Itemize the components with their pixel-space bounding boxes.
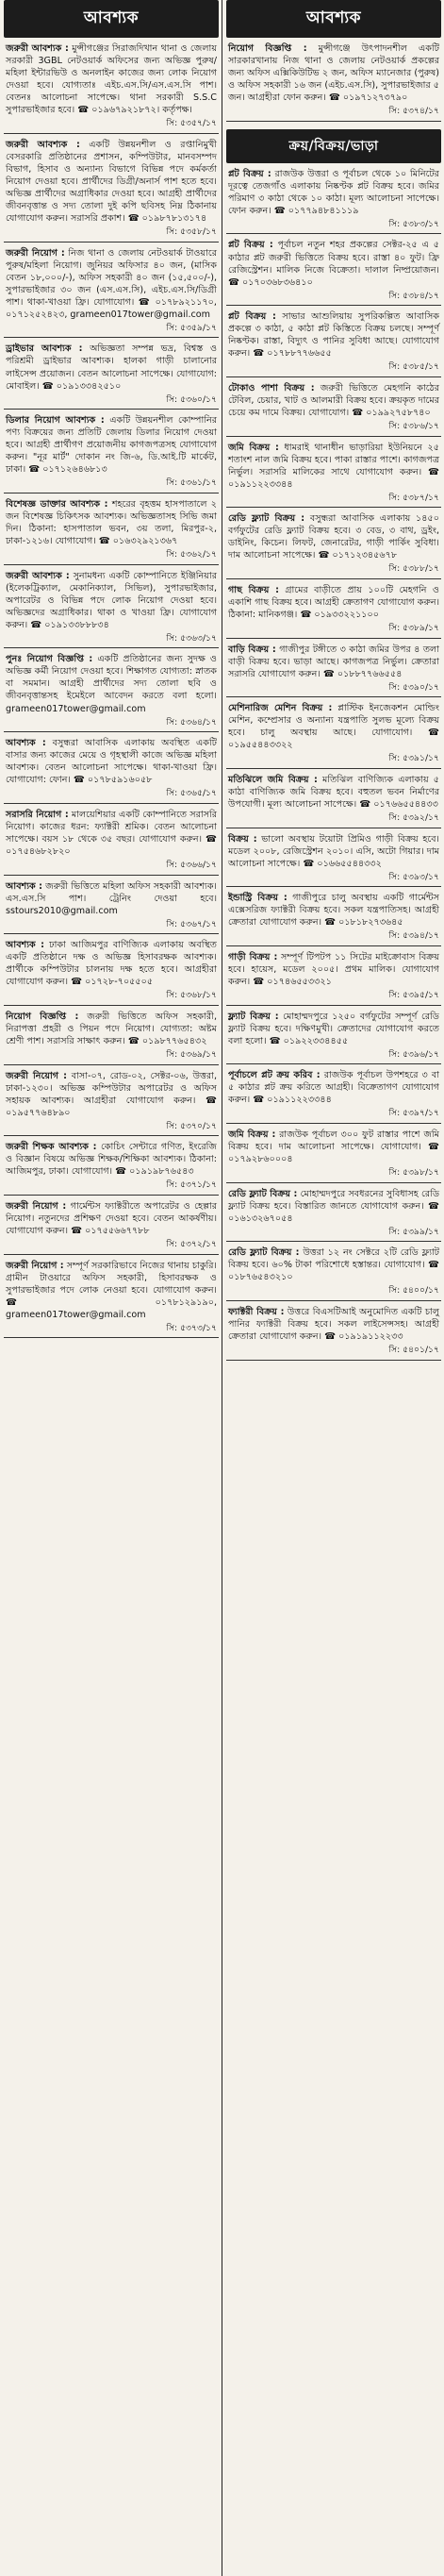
classified-ad <box>226 887 441 945</box>
ad-contact: ☎ ০১৭২৮-৭০৫৫০৫ <box>71 977 154 988</box>
ad-contact: ☎ ০১৭৭৯৪৮৪১১১৯ <box>273 205 359 216</box>
ad-contact: ☎ ০১৯১১২২৩৩৪৪ <box>253 1095 332 1106</box>
classified-ad <box>4 934 219 1004</box>
classified-ad <box>226 38 441 120</box>
ad-contact: ☎ ০১৯৫৫৪৪৩৩২২ <box>228 728 439 751</box>
ad-contact: ☎ ০১৭০৩৬৮৩৬৪১০ <box>228 276 313 288</box>
ad-code: সি: ৫৩৬০/১৭ <box>166 393 217 405</box>
ad-contact: ☎ ০১৯১৯১১২২৩৩ <box>324 1330 403 1342</box>
classified-ad <box>226 946 441 1004</box>
ad-contact: ☎ ০১৬৬৫৫৪৪৩৩২ <box>303 858 382 869</box>
classified-ad <box>226 828 441 886</box>
ad-code: সি: ৫৩৬৪/১৭ <box>166 716 217 728</box>
ad-body: সুনামধন্য একটি কোম্পানিতে ইঞ্জিনিয়ার (ইলেকট্রিক্যাল, মেকানিক্যাল, সিভিল), সুপারভাইজার, অপারেটর ও বিভিন্ন পদে লোক নিয়োগ দেওয়া হবে। অভিজ্ঞদের অগ্রাধিকার। থাকা ও খাওয়া ফ্রি। যোগাযোগ করুন। <box>6 570 217 630</box>
ad-code: সি: ৫৩৮৩/১৭ <box>388 218 439 229</box>
classified-ad <box>4 243 219 337</box>
ad-contact: ☎ ০১৯৮৭৮১৩১৭৪ <box>127 213 207 225</box>
ad-code: সি: ৫৩৫৯/১৭ <box>166 322 217 333</box>
ad-body: ঢাকা আজিমপুর বাণিজ্যিক এলাকায় অবস্থিত একটি প্রতিষ্ঠানে দক্ষ ও অভিজ্ঞ হিসাবরক্ষক আবশ্যক। প্রার্থীকে কম্পিউটার চালনায় দক্ষ হতে হবে। আগ্রহীরা যোগাযোগ করুন। <box>6 940 217 988</box>
ad-title: রেডি ফ্ল্যাট বিক্রয় : <box>228 1247 300 1259</box>
ad-body: উত্তরা ১২ নং সেক্টরে ২টি রেডি ফ্ল্যাট বিক্রয় হবে। ৬০% টাকা পরিশোধে হস্তান্তর। যোগাযোগ। <box>228 1247 440 1271</box>
ad-code: সি: ৫৩৭৩/১৭ <box>166 1322 217 1333</box>
ad-title: জরুরী নিয়োগ : <box>6 1070 67 1081</box>
ad-body: শহরের বৃহত্তম হাসপাতালে ২ জন বিশেষজ্ঞ চিকিৎসক আবশ্যক। অভিজ্ঞতাসহ সিভি জমা দিন। ঠিকানা: হাসপাতাল ভবন, ৩য় তলা, মিরপুর-২, ঢাকা-১২১৬। যোগাযোগ। <box>6 498 217 547</box>
ad-code: সি: ৫৩৯৮/১৭ <box>388 1167 439 1179</box>
ad-code: সি: ৫৩৯০/১৭ <box>388 681 439 693</box>
ad-code: সি: ৫৩৯৪/১৭ <box>388 930 439 942</box>
classified-ad <box>226 697 441 767</box>
ad-title: সরাসরি নিয়োগ : <box>6 809 69 820</box>
classified-ad <box>226 234 441 304</box>
ad-contact: ☎ ০১৭৯২৮৬০০০৪ <box>228 1141 439 1164</box>
ad-contact: ☎ ০১৭৬৬৫৫৪৪৩৩ <box>359 799 438 811</box>
ad-title: জরুরী আবশ্যক : <box>6 43 69 54</box>
ad-body: উত্তরে বিএসটিআই অনুমোদিত একটি চালু পানির ফ্যাক্টরী বিক্রয় হবে। সকল লাইসেন্সসহ। আগ্রহী ক্রেতারা যোগাযোগ করুন। <box>228 1306 439 1342</box>
ad-contact: ☎ ০১৯৮৭৭৬৫৪৩২ <box>127 1035 207 1046</box>
ad-title: ডিলার নিয়োগ আবশ্যক : <box>6 415 105 427</box>
ad-code: সি: ৫৩৮৪/১৭ <box>388 290 439 301</box>
ad-title: জরুরী নিয়োগ : <box>6 247 65 259</box>
right-column <box>226 0 441 2576</box>
ad-code: সি: ৫৪০০/১৭ <box>388 1285 439 1296</box>
ad-title: প্লট বিক্রয় : <box>228 168 271 179</box>
ad-contact: ☎ ০১৭১২৬৪৬৮১৩ <box>28 464 107 476</box>
left-ads-list <box>4 38 219 1338</box>
ad-title: জরুরী আবশ্যক : <box>6 570 70 581</box>
ad-title: ইন্ডাস্ট্রি বিক্রয় : <box>228 893 288 904</box>
ad-contact: ☎ ০১৭৮৮৭৭৬৬৫৫ <box>253 348 332 360</box>
classified-ad <box>226 377 441 435</box>
ad-body: প্লাস্টিক ইনজেকশন মোল্ডিং মেশিন, কম্প্রেসার ও অন্যান্য যন্ত্রপাতি সুলভ মূল্যে বিক্রয় হবে। চালু অবস্থায় আছে। যোগাযোগ। <box>228 703 439 739</box>
classified-ad <box>226 1064 441 1122</box>
ad-code: সি: ৫৩৫৮/১৭ <box>166 226 217 238</box>
ad-title: জরুরী শিক্ষক আবশ্যক : <box>6 1142 97 1153</box>
classified-ad <box>4 338 219 408</box>
ad-code: সি: ৫৩৭০/১৭ <box>166 1120 217 1131</box>
ad-body: পূর্বাচল নতুন শহর প্রকল্পের সেক্টর-২৫ এ ৫ কাঠার প্লট জরুরী ভিত্তিতে বিক্রয় হবে। রাস্তা ৪০ ফুট। ফ্রি রেজিস্ট্রেশন। মালিক নিজে বিক্রেতা। দালাল নিষ্প্রয়োজন। <box>228 240 439 276</box>
ad-code: সি: ৫৩৬৭/১৭ <box>166 918 217 929</box>
ad-title: প্লট বিক্রয় : <box>228 240 273 251</box>
ad-code: সি: ৫৩৬৯/১৭ <box>166 1049 217 1060</box>
ad-title: নিয়োগ বিজ্ঞপ্তি : <box>228 43 307 54</box>
ad-title: বাড়ি বিক্রয় : <box>228 644 276 655</box>
ad-body: বাসা-০৭, রোড-০২, সেক্টর-০৬, উত্তরা, ঢাকা-১২৩০। অভিজ্ঞ কম্পিউটার অপারেটর ও অফিস সহায়ক আবশ্যক। আগ্রহীরা যোগাযোগ করুন। <box>6 1070 218 1106</box>
ad-contact: ☎ ০১৭১২৩৪৫৬৭৮ <box>318 550 398 561</box>
classified-ad <box>4 1136 219 1194</box>
ad-contact: ☎ ০১৭৪৬৫৫৩৩২১ <box>253 977 332 987</box>
ad-code: সি: ৫৩৯২/১৭ <box>388 812 439 824</box>
right-top-section-header: আবশ্যক <box>226 0 441 38</box>
ad-code: সি: ৫৩৮৮/১৭ <box>388 563 439 575</box>
ad-code: সি: ৫৩৬৫/১৭ <box>166 788 217 799</box>
ad-body: জরুরী ভিত্তিতে মেহগনি কাঠের টেবিল, চেয়ার, খাট ও আলমারী বিক্রয় হবে। ক্রয়কৃত দামের চেয়ে কম দামে বিক্রয়। যোগাযোগ। <box>228 382 439 418</box>
ad-code: সি: ৫৩৯৫/১৭ <box>388 990 439 1001</box>
ad-title: পূর্বাচলে প্লট ক্রয় করিব : <box>228 1070 321 1081</box>
right-sale-section-header: ক্রয়/বিক্রয়/ভাড়া <box>226 129 441 163</box>
ad-contact: ☎ ০১৭৮৫৯১৬০৫৮ <box>73 775 153 786</box>
ad-body: ভালো অবস্থায় টয়োটা প্রিমিও গাড়ী বিক্রয় হবে। মডেল ২০০৮, রেজিস্ট্রেশন ২০১০। এসি, অটো গিয়ার। দাম আলোচনা সাপেক্ষে। <box>228 833 439 869</box>
ad-code: সি: ৫৩৯৩/১৭ <box>388 871 439 882</box>
ad-code: সি: ৫৩৬৮/১৭ <box>166 990 217 1001</box>
ad-code: সি: ৫৩৬১/১৭ <box>166 477 217 489</box>
ad-code: সি: ৫৩৭৪/১৭ <box>388 106 439 117</box>
ad-code: সি: ৫৩৭১/১৭ <box>166 1179 217 1191</box>
ad-contact: ☎ ০১৯৭১২৭৩৭৯০ <box>328 92 408 104</box>
ad-title: জমি বিক্রয় : <box>228 442 279 453</box>
ad-contact: ☎ ০১৯১৯৮৭৬৫৪৩ <box>115 1166 194 1178</box>
ad-contact: ☎ ০১৯৯২৭৫৮৭৪০ <box>352 407 431 418</box>
ad-body: জরুরী ভিত্তিতে অফিস সহকারী, নিরাপত্তা প্রহরী ও পিয়ন পদে নিয়োগ। যোগ্যতা: অষ্টম শ্রেণী পাশ। সরাসরি সাক্ষাৎ করুন। <box>6 1011 217 1046</box>
ad-contact: ☎ ০১৯৬৭৯২১৮৭২। কর্তৃপক্ষ। <box>77 105 192 116</box>
ad-code: সি: ৫৩৯১/১৭ <box>388 753 439 764</box>
classified-ad <box>4 648 219 730</box>
ad-contact: ☎ ০১৯৫৭৭৬৪৮৯০ <box>6 1095 217 1118</box>
ad-title: ফ্যাক্টরী বিক্রয় : <box>228 1306 285 1317</box>
ad-code: সি: ৫৩৫৭/১৭ <box>166 118 217 129</box>
ad-code: সি: ৫৩৬২/১৭ <box>166 549 217 560</box>
ad-code: সি: ৫৪০১/১৭ <box>388 1344 439 1355</box>
ad-title: আবশ্যক : <box>6 940 44 951</box>
ad-body: কোচিং সেন্টারে গণিত, ইংরেজি ও বিজ্ঞান বিষয়ে অভিজ্ঞ শিক্ষক/শিক্ষিকা আবশ্যক। ঠিকানা: আজিমপুর, ঢাকা। যোগাযোগ। <box>6 1142 217 1178</box>
ad-body: সাভার আশুলিয়ায় সুপরিকল্পিত আবাসিক প্রকল্পে ৩ কাঠা, ৫ কাঠা প্লট কিস্তিতে বিক্রয় চলছে। সম্পূর্ণ নিষ্কণ্টক। রাস্তা, বিদ্যুৎ ও পানির সুবিধা আছে। যোগাযোগ করুন। <box>228 311 439 360</box>
ad-code: সি: ৫৩৯৬/১৭ <box>388 1048 439 1060</box>
ad-body: একটি উন্নয়নশীল কোম্পানির পণ্য বিক্রয়ের জন্য প্রতিটি জেলায় ডিলার নিয়োগ দেওয়া হবে। আগ্রহী প্রার্থীগণ প্রয়োজনীয় কাগজপত্রসহ যোগাযোগ করুন। "নূর মার্ট" দোকান নং জি-৬, ডি.আই.টি মার্কেট, ঢাকা। <box>6 415 217 476</box>
ad-title: জরুরী নিয়োগ : <box>6 1200 67 1212</box>
classified-ad <box>4 804 219 874</box>
ad-body: মোহাম্মদপুরে সবধরনের সুবিধাসহ রেডি ফ্ল্যাট বিক্রয় হবে। বিস্তারিত জানতে যোগাযোগ করুন। <box>228 1188 439 1212</box>
classified-ad <box>226 579 441 637</box>
ad-code: সি: ৫৩৯৭/১৭ <box>388 1108 439 1119</box>
ad-title: জরুরী নিয়োগ : <box>6 1260 64 1271</box>
classified-ad <box>4 410 219 492</box>
ad-title: পুনঃ নিয়োগ বিজ্ঞপ্তি : <box>6 654 93 665</box>
classified-ad <box>226 639 441 696</box>
right-top-ads-list <box>226 38 441 122</box>
ad-contact: ☎ ০১৬১৩২৬৭০৫৪ <box>228 1200 439 1224</box>
ad-title: গাড়ী বিক্রয় : <box>228 951 278 962</box>
classified-ad <box>4 1006 219 1063</box>
classified-ad <box>226 306 441 376</box>
ad-code: সি: ৫৩৬৩/১৭ <box>166 632 217 644</box>
ad-contact: ☎ ০১৭৮৯২১১৭০, ০১৭১২৫২৪২৩, grameen017tower@gmail.com <box>6 296 217 320</box>
ad-body: জরুরী ভিত্তিতে মহিলা অফিস সহকারী আবশ্যক। এস.এস.সি পাশ। ট্রেনিং দেওয়া হবে। <box>6 880 217 904</box>
classified-ad <box>4 565 219 647</box>
ad-body: বসুন্ধরা আবাসিক এলাকায় ১৪৫০ বর্গফুটের রেডি ফ্ল্যাট বিক্রয় হবে। ৩ বেড, ৩ বাথ, ড্রইং, ডাইনিং, কিচেন। লিফট, জেনারেটর, গাড়ী পার্কিং সুবিধা। দাম আলোচনা সাপেক্ষে। <box>228 513 439 561</box>
ad-contact: sstours2010@gmail.com <box>6 905 118 916</box>
ad-code: সি: ৫৩৮৯/১৭ <box>388 623 439 634</box>
classified-ad <box>4 732 219 802</box>
ad-body: একটি উন্নয়নশীল ও রপ্তানিমুখী বেসরকারি প্রতিষ্ঠানের প্রশাসন, কম্পিউটার, মানবসম্পদ বিভাগ, হিসাব ও অন্যান্য বিভাগে বিভিন্ন পদে কর্মকর্তা নিয়োগ দেওয়া হবে। প্রার্থীদের ডিগ্রী/অনার্স পাশ হতে হবে। অভিজ্ঞ প্রার্থীদের অগ্রাধিকার দেওয়া হবে। আগ্রহী প্রার্থীদের জীবনবৃত্তান্ত ও সদ্য তোলা দুই কপি ছবিসহ নিম্ন ঠিকানায় যোগাযোগ করুন। সরাসরি প্রকাশ। <box>6 139 217 225</box>
ad-body: রাজউক পূর্বাচল ৩০০ ফুট রাস্তার পাশে জমি বিক্রয় হবে। দাম আলোচনা সাপেক্ষে। যোগাযোগ। <box>228 1129 439 1152</box>
classified-ad <box>226 1183 441 1241</box>
ad-contact: ☎ ০১৭৫৫৬৬৭৭৮৮ <box>71 1225 150 1236</box>
ad-contact: ☎ ০১৯৩৩২২১১০০ <box>300 610 380 621</box>
ad-contact: ☎ ০১৯২২৩৩৪৪৫৫ <box>269 1035 349 1046</box>
ad-body: সম্পূর্ণ টিপটপ ১১ সিটের মাইক্রোবাস বিক্রয় হবে। হায়েস, মডেল ২০০৫। প্রথম মালিক। যোগাযোগ করুন। <box>228 951 439 987</box>
ad-contact: ☎ ০১৮৮৭৭৬৬৫৫৪ <box>322 668 403 679</box>
ad-title: প্লট বিক্রয় : <box>228 311 276 323</box>
ad-code: সি: ৫৩৯৯/১৭ <box>388 1226 439 1237</box>
classified-ad <box>4 38 219 132</box>
ad-title: গাছ বিক্রয় : <box>228 584 279 595</box>
ad-contact: ☎ ০১৭৮১২৯১৯০, grameen017tower@gmail.com <box>6 1296 217 1320</box>
ad-body: মোহাম্মদপুরে ১২৫০ বর্গফুটের সম্পূর্ণ রেডি ফ্ল্যাট বিক্রয় হবে। দক্ষিণমুখী। ক্রেতাদের যোগাযোগ করতে বলা হলো। <box>228 1011 439 1046</box>
ad-body: গ্রামের বাড়ীতে প্রায় ১০০টি মেহগনি ও একাশি গাছ বিক্রয় হবে। আগ্রহী ক্রেতাগণ যোগাযোগ করুন। ঠিকানা: মানিকগঞ্জ। <box>228 584 439 621</box>
left-section-header: আবশ্যক <box>4 0 219 38</box>
ad-body: বসুন্ধরা আবাসিক এলাকায় অবস্থিত একটি বাসার জন্য কাজের মেয়ে ও গৃহস্থালী কাজে অভিজ্ঞ মহিলা আবশ্যক। বেতন আলোচনা সাপেক্ষে। থাকা-খাওয়া ফ্রি। যোগাযোগ: ফোন। <box>6 738 217 786</box>
ad-title: আবশ্যক : <box>6 738 46 749</box>
ad-code: সি: ৫৩৮৭/১৭ <box>388 492 439 503</box>
ad-body: মতিঝিল বাণিজ্যিক এলাকায় ৫ কাঠা বাণিজ্যিক জমি বিক্রয় হবে। বহুতল ভবন নির্মাণের উপযোগী। মূল্য আলোচনা সাপেক্ষে। <box>228 774 439 811</box>
section-gap <box>226 122 441 129</box>
ad-body: একটি প্রতিষ্ঠানের জন্য সুদক্ষ ও অভিজ্ঞ কর্মী নিয়োগ দেওয়া হবে। শিক্ষাগত যোগ্যতা: স্নাতক বা সমমান। আগ্রহী প্রার্থীদের সদ্য তোলা ছবি ও জীবনবৃত্তান্তসহ ইমেইলে আবেদন করতে বলা হলো। <box>6 654 217 702</box>
ad-title: ফ্ল্যাট বিক্রয় : <box>228 1011 279 1022</box>
right-sale-ads-list <box>226 163 441 1361</box>
ad-title: রেডি ফ্ল্যাট বিক্রয় : <box>228 1188 298 1199</box>
ad-separator <box>4 1337 219 1338</box>
ad-contact: ☎ ০১৮৭৬৫৪৩২১০ <box>228 1260 439 1283</box>
ad-title: জরুরী আবশ্যক : <box>6 139 80 150</box>
classified-ad <box>226 1301 441 1359</box>
classified-ad <box>226 508 441 577</box>
ad-title: ড্রাইভার আবশ্যক : <box>6 343 83 355</box>
ad-body: সম্পূর্ণ সরকারিভাবে নিজের থানায় চাকুরি। গ্রামীন টাওয়ারে অফিস সহকারী, হিসাবরক্ষক ও সুপারভাইজার পদে লোক নেওয়া হবে। যোগাযোগ করুন। <box>6 1260 217 1296</box>
ad-contact: ☎ ০১৯১১২২৩৩৪৪ <box>228 466 439 490</box>
classified-ad <box>4 1065 219 1135</box>
classified-ad <box>4 493 219 563</box>
classified-ad <box>4 134 219 241</box>
ad-contact: grameen017tower@gmail.com <box>6 703 146 714</box>
ad-title: রেডি ফ্ল্যাট বিক্রয় : <box>228 513 305 525</box>
ad-title: বিশেষজ্ঞ ডাক্তার আবশ্যক : <box>6 498 108 510</box>
classified-ad <box>226 1242 441 1299</box>
ad-body: ধামরাই থানাধীন ভাড়ারিয়া ইউনিয়নে ২৫ শতাংশ নাল জমি বিক্রয় হবে। পাকা রাস্তার পাশে। কাগজপত্র নির্ভুল। সরাসরি মালিকের সাথে যোগাযোগ করুন। <box>228 442 440 477</box>
ad-body: মুন্সীগঞ্জের সিরাজদিখান থানা ও জেলায় সরকারী 3GBL নেটওয়ার্ক অফিসের জন্য অভিজ্ঞ পুরুষ/মহিলা ইন্টারভিউ ও অনলাইন কাজের জন্য লোক নিয়োগ দেওয়া হবে। যোগ্যতাঃ এইচ.এস.সি/এস.এস.সি পাশ। বেতনঃ আলোচনা সাপেক্ষে। থানা সরকারী S.S.C সুপারভাইজার হবে। <box>6 43 217 116</box>
classified-ad <box>226 1124 441 1181</box>
ad-contact: ☎ ০১৬৩২৯২১৩৬৭ <box>98 536 178 547</box>
ad-title: মেশিনারিজ মেশিন বিক্রয় : <box>228 703 333 714</box>
ad-body: মুন্সীগঞ্জে উৎপাদনশীল একটি সারকারখানায় নিজ থানা ও জেলায় নেটওয়ার্ক প্রকল্পের জন্য অফিস এক্সিকিউটিভ ২ জন, অফিস ম্যানেজার (পুরুষ) ও অফিস সহকারী ১৬ জন (এইচ.এস.সি), সুপারভাইজার ৫ জন। আগ্রহীরা ফোন করুন। <box>228 43 439 104</box>
ad-title: জমি বিক্রয় : <box>228 1129 276 1140</box>
ad-contact: ☎ ০১৯১৩৩৪২৫১০ <box>41 380 122 392</box>
classified-ad <box>4 1196 219 1253</box>
classified-ad <box>226 769 441 827</box>
ad-body: গার্মেন্টস ফ্যাক্টরীতে অপারেটর ও হেল্পার নিয়োগ। নতুনদের প্রশিক্ষণ দেওয়া হবে। বেতন আকর্ষণীয়। যোগাযোগ করুন। <box>6 1200 217 1236</box>
ad-code: সি: ৫৩৭২/১৭ <box>166 1239 217 1250</box>
classified-ad <box>226 437 441 507</box>
ad-contact: ☎ ০১৯১৩৩৮৮৮৩৪ <box>30 619 109 630</box>
ad-body: মালয়েশিয়ার একটি কোম্পানিতে সরাসরি নিয়োগ। কাজের ধরন: ফ্যাক্টরী শ্রমিক। বেতন আলোচনা সাপেক্ষে। বয়স ১৮ থেকে ৩৫ বছর। যোগাযোগ করুন। <box>6 809 218 845</box>
ad-code: সি: ৫৩৬৬/১৭ <box>166 859 217 870</box>
ad-body: নিজ থানা ও জেলায় নেটওয়ার্ক টাওয়ারে পুরুষ/মহিলা নিয়োগ। জুনিয়র অফিসার ৪০ জন, (মাসিক বেতন ১৮,০০০/-), অফিস সহকারী ৪০ জন (১৫,৫০০/-), সুপারভাইজার ৩০ জন (এস.এস.সি), এইচ.এস.সি/ডিগ্রী পাশ। থাকা-খাওয়া ফ্রি। যোগাযোগ। <box>6 247 217 308</box>
ad-contact: ☎ ০১৭৫৪৬৮২৮২০ <box>6 833 217 857</box>
ad-body: অভিজ্ঞতা সম্পন্ন ভদ্র, বিশ্বস্ত ও পরিশ্রমী ড্রাইভার আবশ্যক। হালকা গাড়ী চালানোর লাইসেন্স প্রয়োজন। বেতন আলোচনা সাপেক্ষে। যোগাযোগ: মোবাইল। <box>6 343 217 392</box>
ad-title: আবশ্যক : <box>6 880 42 892</box>
ad-contact: ☎ ০১৮১৮২৭৩৬৪৫ <box>324 917 403 928</box>
ad-body: গাজীপুরে চালু অবস্থায় একটি গার্মেন্টস এক্সেসরিজ ফ্যাক্টরী বিক্রয় হবে। সকল যন্ত্রপাতিসহ। আগ্রহী ক্রেতারা যোগাযোগ করুন। <box>228 893 439 928</box>
ad-body: রাজউক পূর্বাচল উপশহরে ৩ বা ৫ কাঠার প্লট ক্রয় করিতে আগ্রহী। বিক্রেতাগণ যোগাযোগ করুন। <box>228 1070 439 1106</box>
ad-body: রাজউক উত্তরা ও পূর্বাচল থেকে ১০ মিনিটের দূরত্বে তেজগাঁও এলাকায় নিষ্কণ্টক প্লট বিক্রয় হবে। জমির পরিমাণ ৩ কাঠা থেকে ১০ কাঠা। মূল্য আলোচনা সাপেক্ষে। ফোন করুন। <box>228 168 439 216</box>
classified-ad <box>226 163 441 233</box>
left-column <box>4 0 219 2576</box>
ad-code: সি: ৫৩৮৬/১৭ <box>388 421 439 431</box>
ad-separator <box>226 1360 441 1361</box>
ad-code: সি: ৫৩৮৫/১৭ <box>388 361 439 373</box>
classified-ad <box>4 1255 219 1337</box>
ad-title: বিক্রয় : <box>228 833 257 845</box>
ad-title: টোকাও পাশা বিক্রয় : <box>228 382 315 393</box>
ad-title: মতিঝিলে জমি বিক্রয় : <box>228 774 318 785</box>
ad-body: গাজীপুর টঙ্গীতে ৩ কাঠা জমির উপর ৪ তলা বাড়ী বিক্রয় হবে। ভাড়া আছে। কাগজপত্র নির্ভুল। ক্রেতারা সরাসরি যোগাযোগ করুন। <box>228 644 439 679</box>
classified-ad <box>226 1006 441 1063</box>
classified-ad <box>4 876 219 933</box>
ad-title: নিয়োগ বিজ্ঞপ্তি : <box>6 1011 79 1022</box>
